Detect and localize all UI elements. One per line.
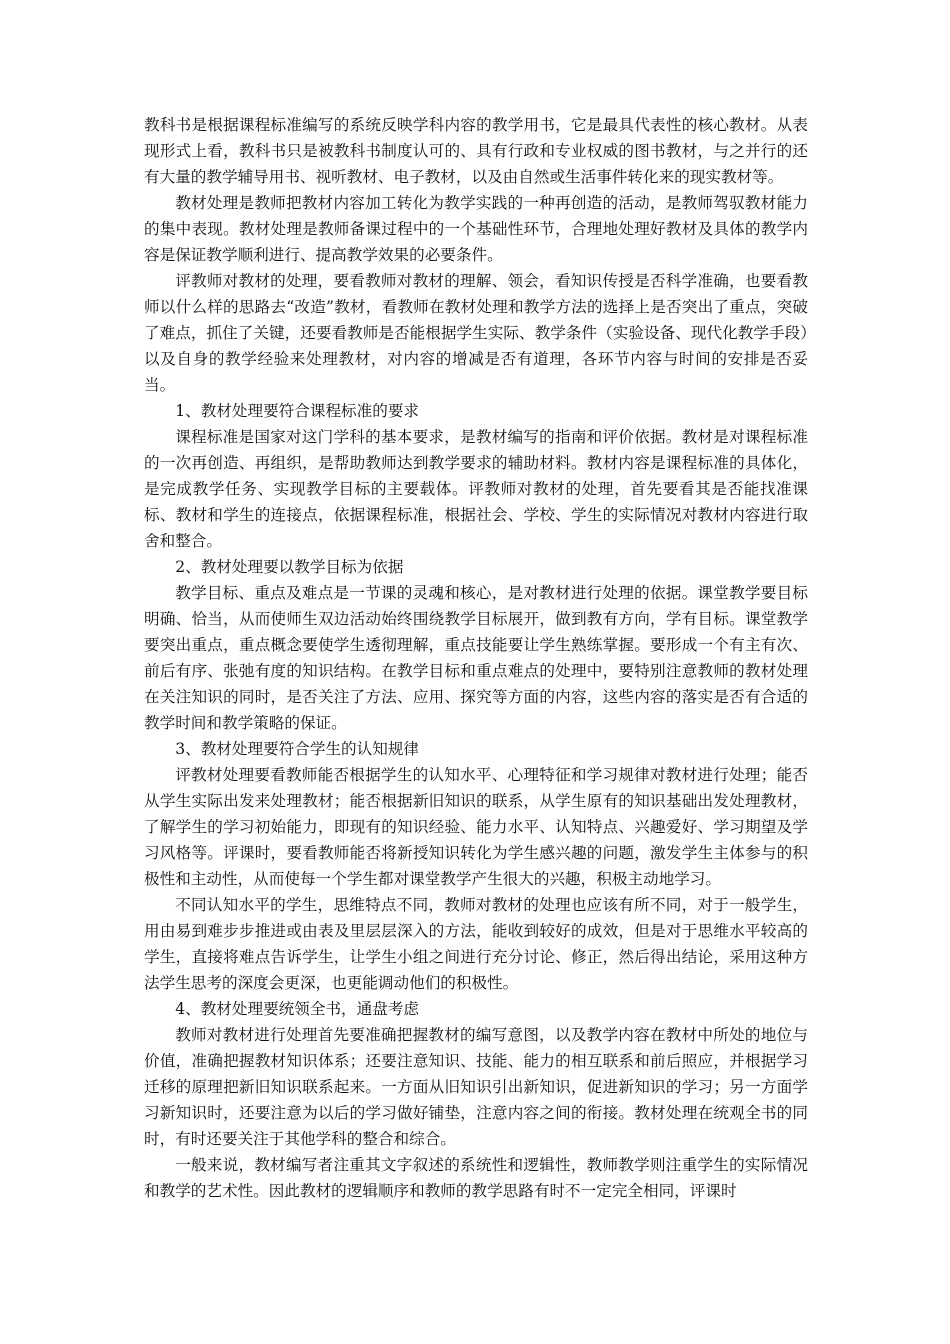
section-heading-2: 2、教材处理要以教学目标为依据 (175, 558, 404, 576)
section-heading-1: 1、教材处理要符合课程标准的要求 (175, 402, 420, 420)
intro-paragraph: 教科书是根据课程标准编写的系统反映学科内容的教学用书，它是最具代表性的核心教材。从表现形式上看，教科书只是被教科书制度认可的、具有行政和专业权威的图书教材，与之并行的还有大量的教学辅导用书、视听教材、电子教材，以及由自然或生活事件转化来的现实教材等。 (144, 116, 808, 186)
body-paragraph: 评教材处理要看教师能否根据学生的认知水平、心理特征和学习规律对教材进行处理；能否从学生实际出发来处理教材；能否根据新旧知识的联系，从学生原有的知识基础出发处理教材，了解学生的学习初始能力，即现有的知识经验、能力水平、认知特点、兴趣爱好、学习期望及学习风格等。评课时，要看教师能否将新授知识转化为学生感兴趣的问题，激发学生主体参与的积极性和主动性，从而使每一个学生都对课堂教学产生很大的兴趣，积极主动地学习。 (144, 766, 808, 888)
body-paragraph: 评教师对教材的处理，要看教师对教材的理解、领会，看知识传授是否科学准确，也要看教师以什么样的思路去“改造”教材，看教师在教材处理和教学方法的选择上是否突出了重点，突破了难点，抓住了关键，还要看教师是否能根据学生实际、教学条件（实验设备、现代化教学手段）以及自身的教学经验来处理教材，对内容的增减是否有道理，各环节内容与时间的安排是否妥当。 (144, 272, 808, 394)
body-paragraph: 课程标准是国家对这门学科的基本要求，是教材编写的指南和评价依据。教材是对课程标准的一次再创造、再组织，是帮助教师达到教学要求的辅助材料。教材内容是课程标准的具体化，是完成教学任务、实现教学目标的主要载体。评教师对教材的处理，首先要看其是否能找准课标、教材和学生的连接点，依据课程标准，根据社会、学校、学生的实际情况对教材内容进行取舍和整合。 (144, 428, 808, 550)
section-heading-3: 3、教材处理要符合学生的认知规律 (175, 740, 420, 758)
body-paragraph: 教学目标、重点及难点是一节课的灵魂和核心，是对教材进行处理的依据。课堂教学要目标明确、恰当，从而使师生双边活动始终围绕教学目标展开，做到教有方向，学有目标。课堂教学要突出重点，重点概念要使学生透彻理解，重点技能要让学生熟练掌握。要形成一个有主有次、前后有序、张弛有度的知识结构。在教学目标和重点难点的处理中，要特别注意教师的教材处理在关注知识的同时，是否关注了方法、应用、探究等方面的内容，这些内容的落实是否有合适的教学时间和教学策略的保证。 (144, 584, 808, 732)
document-page (144, 112, 808, 1204)
body-paragraph: 教师对教材进行处理首先要准确把握教材的编写意图，以及教学内容在教材中所处的地位与价值，准确把握教材知识体系；还要注意知识、技能、能力的相互联系和前后照应，并根据学习迁移的原理把新旧知识联系起来。一方面从旧知识引出新知识，促进新知识的学习；另一方面学习新知识时，还要注意为以后的学习做好铺垫，注意内容之间的衔接。教材处理在统观全书的同时，有时还要关注于其他学科的整合和综合。 (144, 1026, 808, 1148)
body-paragraph: 一般来说，教材编写者注重其文字叙述的系统性和逻辑性，教师教学则注重学生的实际情况和教学的艺术性。因此教材的逻辑顺序和教师的教学思路有时不一定完全相同，评课时 (144, 1156, 808, 1200)
section-heading-4: 4、教材处理要统领全书，通盘考虑 (175, 1000, 420, 1018)
body-paragraph: 教材处理是教师把教材内容加工转化为教学实践的一种再创造的活动，是教师驾驭教材能力的集中表现。教材处理是教师备课过程中的一个基础性环节，合理地处理好教材及具体的教学内容是保证教学顺利进行、提高教学效果的必要条件。 (144, 194, 808, 264)
body-paragraph: 不同认知水平的学生，思维特点不同，教师对教材的处理也应该有所不同，对于一般学生，用由易到难步步推进或由表及里层层深入的方法，能收到较好的成效，但是对于思维水平较高的学生，直接将难点告诉学生，让学生小组之间进行充分讨论、修正，然后得出结论，采用这种方法学生思考的深度会更深，也更能调动他们的积极性。 (144, 896, 808, 992)
